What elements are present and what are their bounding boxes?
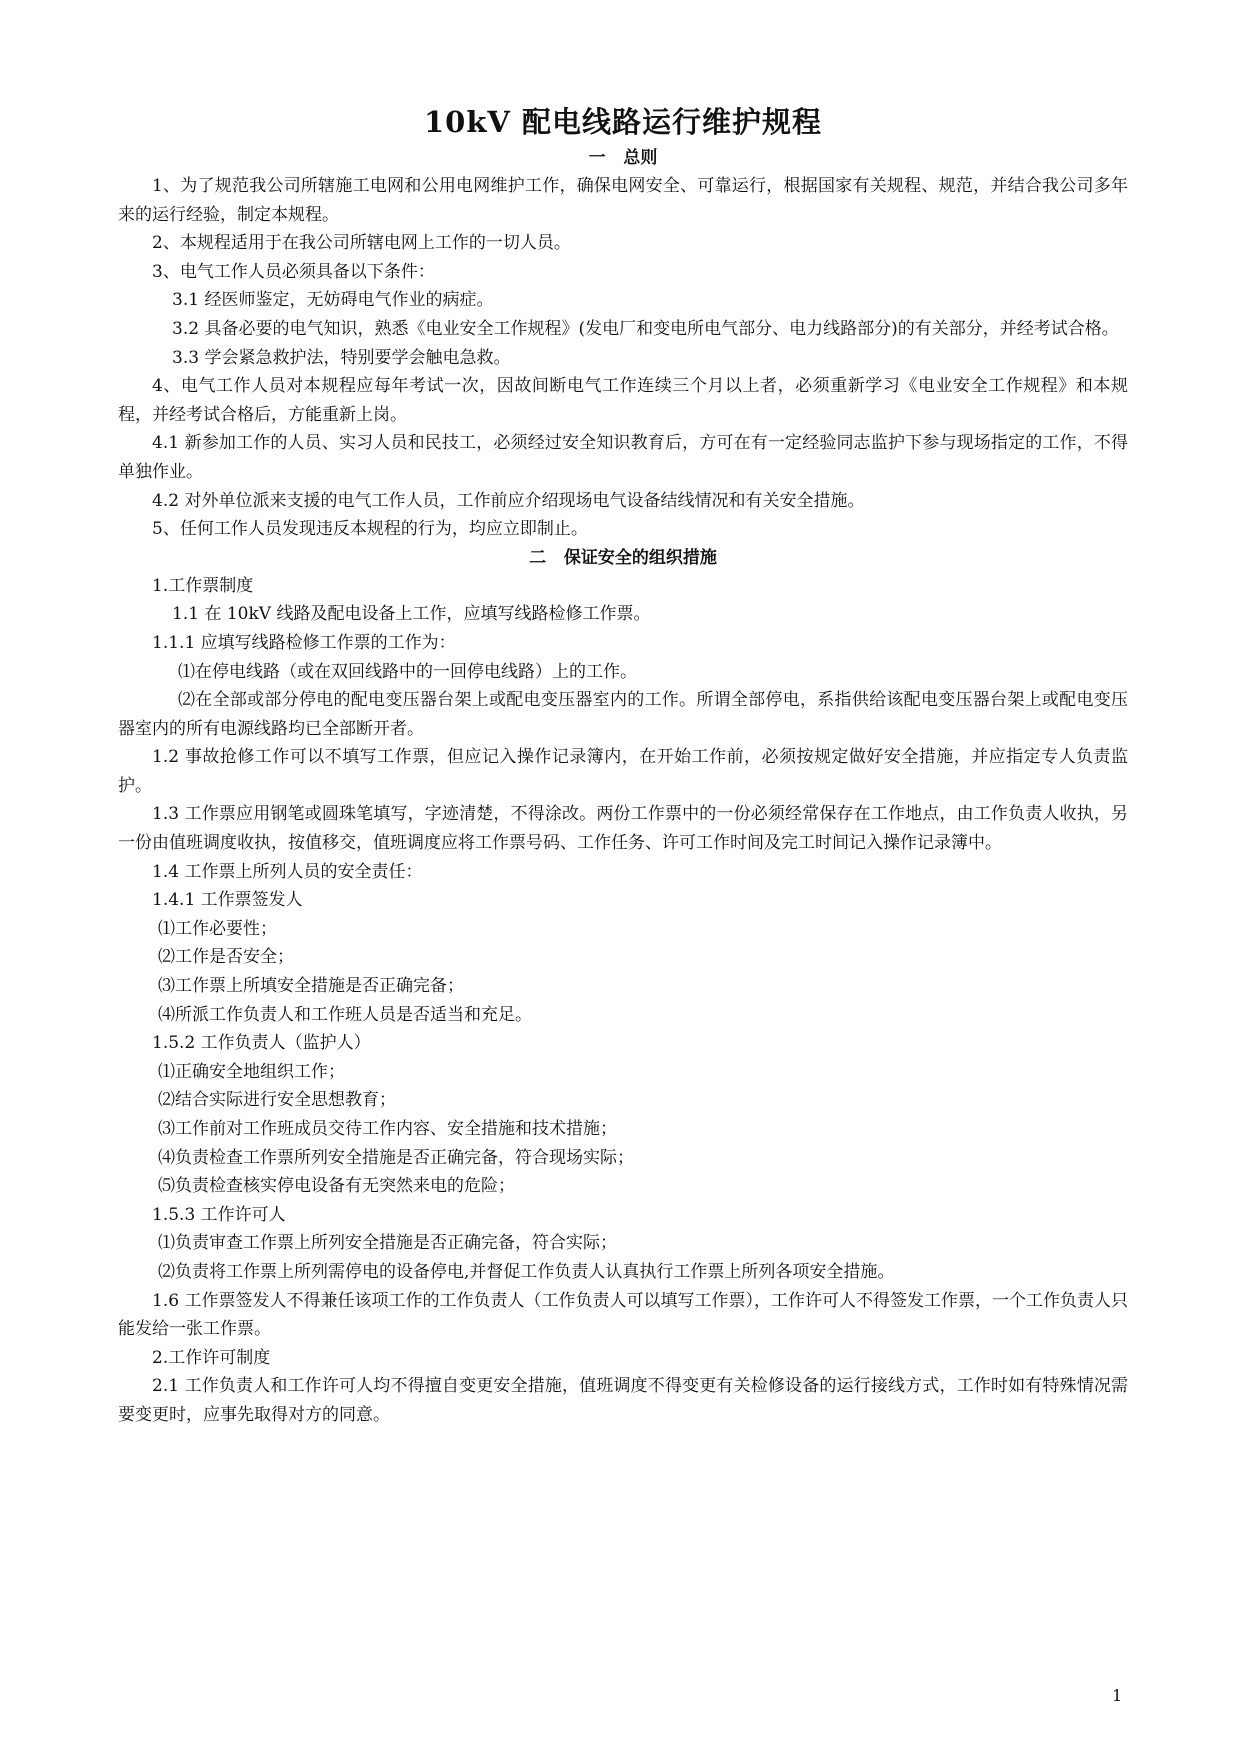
paragraph: 3.1 经医师鉴定，无妨碍电气作业的病症。 (172, 290, 494, 311)
paragraph: 1.5.3 工作许可人 (152, 1204, 286, 1225)
document-title: 10kV 配电线路运行维护规程 (423, 105, 823, 139)
paragraph: 4.2 对外单位派来支援的电气工作人员，工作前应介绍现场电气设备结线情况和有关安全措施。 (152, 490, 865, 511)
list-item: ⑶工作票上所填安全措施是否正确完备； (158, 976, 464, 997)
section-heading-general: 一 总则 (588, 148, 658, 168)
document-page (118, 100, 1128, 1430)
paragraph: 3.2 具备必要的电气知识，熟悉《电业安全工作规程》(发电厂和变电所电气部分、电力线路部分)的有关部分，并经考试合格。 (172, 318, 1119, 339)
paragraph: 1.5.2 工作负责人（监护人） (152, 1033, 371, 1054)
paragraph: 1.2 事故抢修工作可以不填写工作票，但应记入操作记录簿内，在开始工作前，必须按规定做好安全措施，并应指定专人负责监护。 (118, 747, 1128, 796)
list-item: ⑴工作必要性； (158, 918, 277, 939)
paragraph: ⑵在全部或部分停电的配电变压器台架上或配电变压器室内的工作。所谓全部停电，系指供给该配电变压器台架上或配电变压器室内的所有电源线路均已全部断开者。 (118, 690, 1128, 739)
paragraph: 5、任何工作人员发现违反本规程的行为，均应立即制止。 (152, 519, 588, 540)
paragraph: 2.1 工作负责人和工作许可人均不得擅自变更安全措施，值班调度不得变更有关检修设备的运行接线方式，工作时如有特殊情况需要变更时，应事先取得对方的同意。 (118, 1376, 1128, 1425)
paragraph: ⑴在停电线路（或在双回线路中的一回停电线路）上的工作。 (178, 661, 637, 682)
list-item: ⑴负责审查工作票上所列安全措施是否正确完备，符合实际； (158, 1233, 617, 1254)
list-item: ⑷负责检查工作票所列安全措施是否正确完备，符合现场实际； (158, 1147, 634, 1168)
paragraph: 3、电气工作人员必须具备以下条件： (152, 261, 435, 282)
paragraph: 4.1 新参加工作的人员、实习人员和民技工，必须经过安全知识教育后，方可在有一定经验同志监护下参与现场指定的工作，不得单独作业。 (118, 433, 1128, 482)
list-item: ⑸负责检查核实停电设备有无突然来电的危险； (158, 1176, 515, 1197)
paragraph: 1.1.1 应填写线路检修工作票的工作为： (152, 632, 456, 653)
page-number: 1 (1112, 1686, 1123, 1705)
paragraph: 3.3 学会紧急救护法，特别要学会触电急救。 (172, 347, 511, 368)
list-item: ⑵结合实际进行安全思想教育； (158, 1090, 396, 1111)
list-item: ⑴正确安全地组织工作； (158, 1061, 345, 1082)
paragraph: 1.工作票制度 (152, 575, 254, 596)
paragraph: 1.4.1 工作票签发人 (152, 890, 303, 911)
list-item: ⑵工作是否安全； (158, 947, 294, 968)
list-item: ⑵负责将工作票上所列需停电的设备停电,并督促工作负责人认真执行工作票上所列各项安全措施。 (158, 1261, 895, 1282)
paragraph: 1.4 工作票上所列人员的安全责任： (152, 861, 423, 882)
paragraph: 1.1 在 10kV 线路及配电设备上工作，应填写线路检修工作票。 (172, 604, 651, 625)
paragraph: 1.3 工作票应用钢笔或圆珠笔填写，字迹清楚，不得涂改。两份工作票中的一份必须经常保存在工作地点，由工作负责人收执，另一份由值班调度收执，按值移交，值班调度应将工作票号码、工作任务、许可工作时间及完工时间记入操作记录簿中。 (118, 804, 1128, 854)
list-item: ⑷所派工作负责人和工作班人员是否适当和充足。 (158, 1004, 532, 1025)
paragraph: 1、为了规范我公司所辖施工电网和公用电网维护工作，确保电网安全、可靠运行，根据国家有关规程、规范，并结合我公司多年来的运行经验，制定本规程。 (118, 176, 1128, 225)
paragraph: 2、本规程适用于在我公司所辖电网上工作的一切人员。 (152, 233, 571, 254)
paragraph: 2.工作许可制度 (152, 1347, 271, 1368)
list-item: ⑶工作前对工作班成员交待工作内容、安全措施和技术措施； (158, 1119, 617, 1139)
paragraph: 1.6 工作票签发人不得兼任该项工作的工作负责人（工作负责人可以填写工作票），工作许可人不得签发工作票，一个工作负责人只能发给一张工作票。 (118, 1290, 1128, 1340)
paragraph: 4、电气工作人员对本规程应每年考试一次，因故间断电气工作连续三个月以上者，必须重新学习《电业安全工作规程》和本规程，并经考试合格后，方能重新上岗。 (118, 376, 1128, 425)
section-heading-organizational-measures: 二 保证安全的组织措施 (529, 547, 717, 568)
